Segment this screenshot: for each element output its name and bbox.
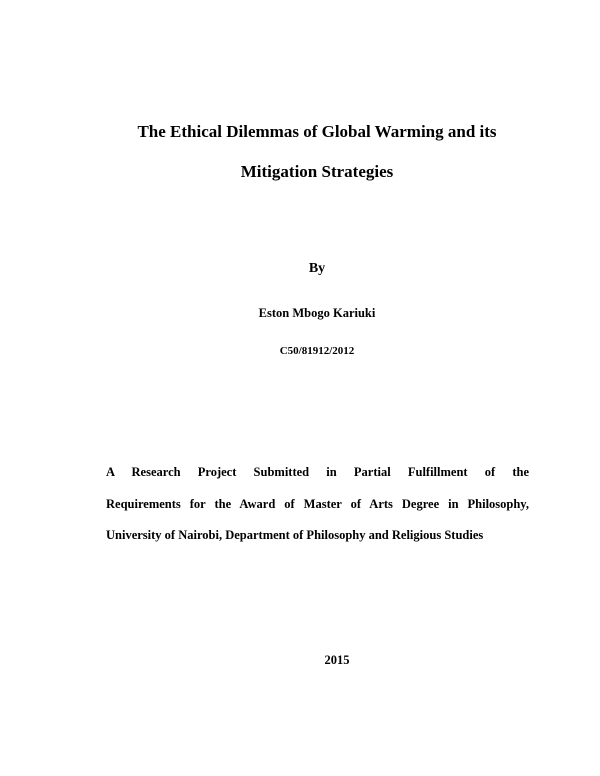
student-id: C50/81912/2012 — [279, 345, 355, 357]
submission-statement-line-1: A Research Project Submitted in Partial Fulfillment of the — [106, 465, 529, 479]
document-title-line-2: Mitigation Strategies — [240, 162, 394, 181]
by-label: By — [308, 261, 326, 276]
submission-statement-line-2: Requirements for the Award of Master of Arts Degree in Philosophy, — [106, 497, 529, 511]
author-name: Eston Mbogo Kariuki — [258, 306, 376, 320]
submission-statement-line-3: University of Nairobi, Department of Philosophy and Religious Studies — [106, 528, 484, 542]
submission-year: 2015 — [324, 653, 350, 667]
document-title-line-1: The Ethical Dilemmas of Global Warming and its — [137, 122, 497, 141]
